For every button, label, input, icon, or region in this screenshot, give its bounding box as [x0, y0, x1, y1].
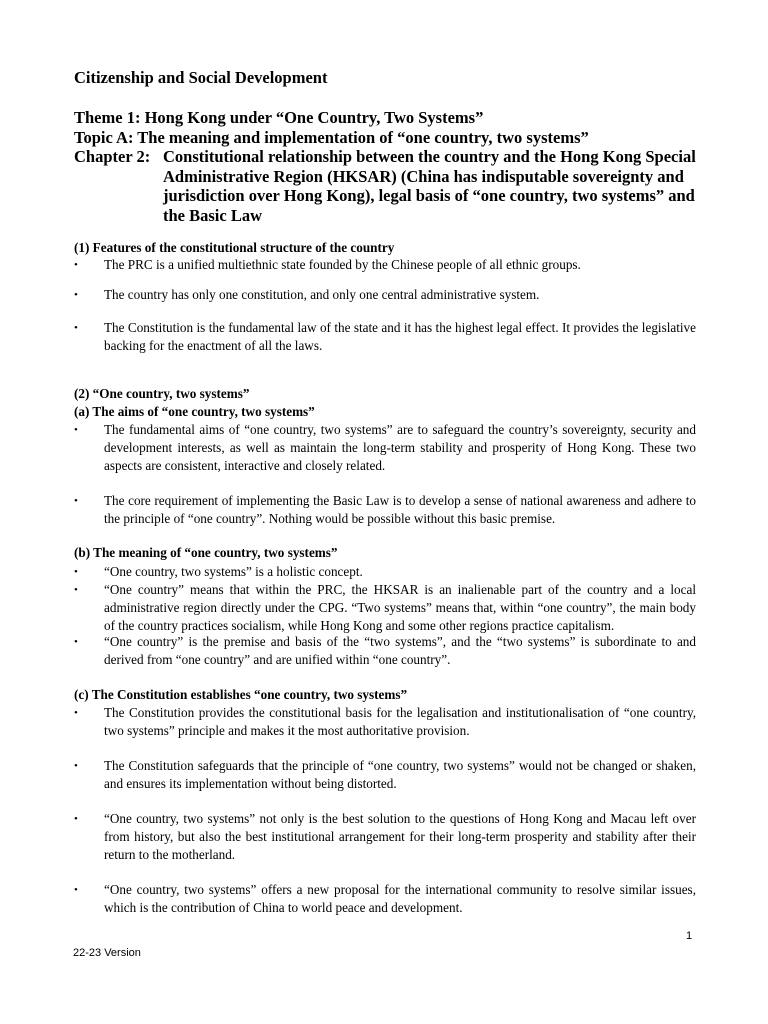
theme-heading: Theme 1: Hong Kong under “One Country, Two Systems”	[74, 108, 484, 127]
bullet-item	[74, 704, 696, 740]
bullet-text: The fundamental aims of “one country, two systems” are to safeguard the country’s sovereignty, security and development interests, as well as maintain the long-term stability and prosperity of Hong Kong. These two aspects are consistent, interactive and closely related.	[104, 422, 696, 473]
section-2b-heading: (b) The meaning of “one country, two systems”	[74, 545, 338, 560]
chapter-label: Chapter 2:	[74, 147, 151, 167]
bullet-item	[74, 492, 696, 528]
section-2-heading: (2) “One country, two systems”	[74, 386, 250, 401]
bullet-dot: •	[74, 760, 78, 772]
bullet-dot: •	[74, 495, 78, 507]
bullet-text: The Constitution provides the constitutional basis for the legalisation and institutionalisation of “one country, two systems” principle and makes it the most authoritative provision.	[104, 705, 696, 738]
section-2a-heading: (a) The aims of “one country, two systems”	[74, 404, 315, 419]
bullet-dot: •	[74, 813, 78, 825]
bullet-text: The core requirement of implementing the Basic Law is to develop a sense of national awareness and adhere to the principle of “one country”. Nothing would be possible without this basic premise.	[104, 493, 696, 526]
bullet-dot: •	[74, 884, 78, 896]
bullet-item	[74, 757, 696, 793]
bullet-dot: •	[74, 259, 78, 271]
version-label: 22-23 Version	[73, 947, 141, 959]
bullet-dot: •	[74, 322, 78, 334]
bullet-item	[74, 581, 696, 635]
topic-heading: Topic A: The meaning and implementation of “one country, two systems”	[74, 127, 589, 147]
bullet-text: “One country” means that within the PRC, the HKSAR is an inalienable part of the country and a local administrative region directly under the CPG. “Two systems” means that, within “one country”, the main body of the country practices socialism, while Hong Kong and some other regions practice capitalism.	[104, 582, 696, 633]
bullet-item	[74, 256, 696, 274]
bullet-text: “One country, two systems” is a holistic concept.	[104, 564, 363, 579]
bullet-text: “One country, two systems” not only is the best solution to the questions of Hong Kong and Macau left over from history, but also the best institutional arrangement for their long-term prosperity and stability after their return to the motherland.	[104, 811, 696, 862]
chapter-heading	[74, 147, 714, 225]
bullet-dot: •	[74, 636, 78, 648]
bullet-text: The Constitution is the fundamental law of the state and it has the highest legal effect. It provides the legislative backing for the enactment of all the laws.	[104, 320, 696, 353]
chapter-heading-block	[74, 108, 714, 226]
bullet-text: “One country, two systems” offers a new proposal for the international community to resolve similar issues, which is the contribution of China to world peace and development.	[104, 882, 696, 915]
document-title: Citizenship and Social Development	[74, 68, 328, 87]
section-2c-heading: (c) The Constitution establishes “one country, two systems”	[74, 687, 408, 702]
bullet-text: “One country” is the premise and basis of the “two systems”, and the “two systems” is subordinate to and derived from “one country” and are unified within “one country”.	[104, 634, 696, 667]
bullet-text: The country has only one constitution, and only one central administrative system.	[104, 287, 540, 302]
bullet-item	[74, 286, 696, 304]
bullet-dot: •	[74, 424, 78, 436]
bullet-text: The PRC is a unified multiethnic state founded by the Chinese people of all ethnic groups.	[104, 257, 581, 272]
section-1-heading: (1) Features of the constitutional structure of the country	[74, 240, 395, 255]
bullet-item	[74, 421, 696, 475]
chapter-title: Constitutional relationship between the country and the Hong Kong Special Administrative Region (HKSAR) (China has indisputable sovereignty and jurisdiction over Hong Kong), legal basis of “one country, two systems” and the Basic Law	[163, 147, 696, 225]
bullet-dot: •	[74, 584, 78, 596]
bullet-item	[74, 319, 696, 355]
bullet-text: The Constitution safeguards that the principle of “one country, two systems” would not be changed or shaken, and ensures its implementation without being distorted.	[104, 758, 696, 791]
bullet-item	[74, 633, 696, 669]
bullet-item	[74, 810, 696, 864]
bullet-dot: •	[74, 566, 78, 578]
bullet-dot: •	[74, 289, 78, 301]
bullet-item	[74, 881, 696, 917]
bullet-dot: •	[74, 707, 78, 719]
bullet-item	[74, 563, 696, 581]
page-number: 1	[686, 930, 693, 942]
